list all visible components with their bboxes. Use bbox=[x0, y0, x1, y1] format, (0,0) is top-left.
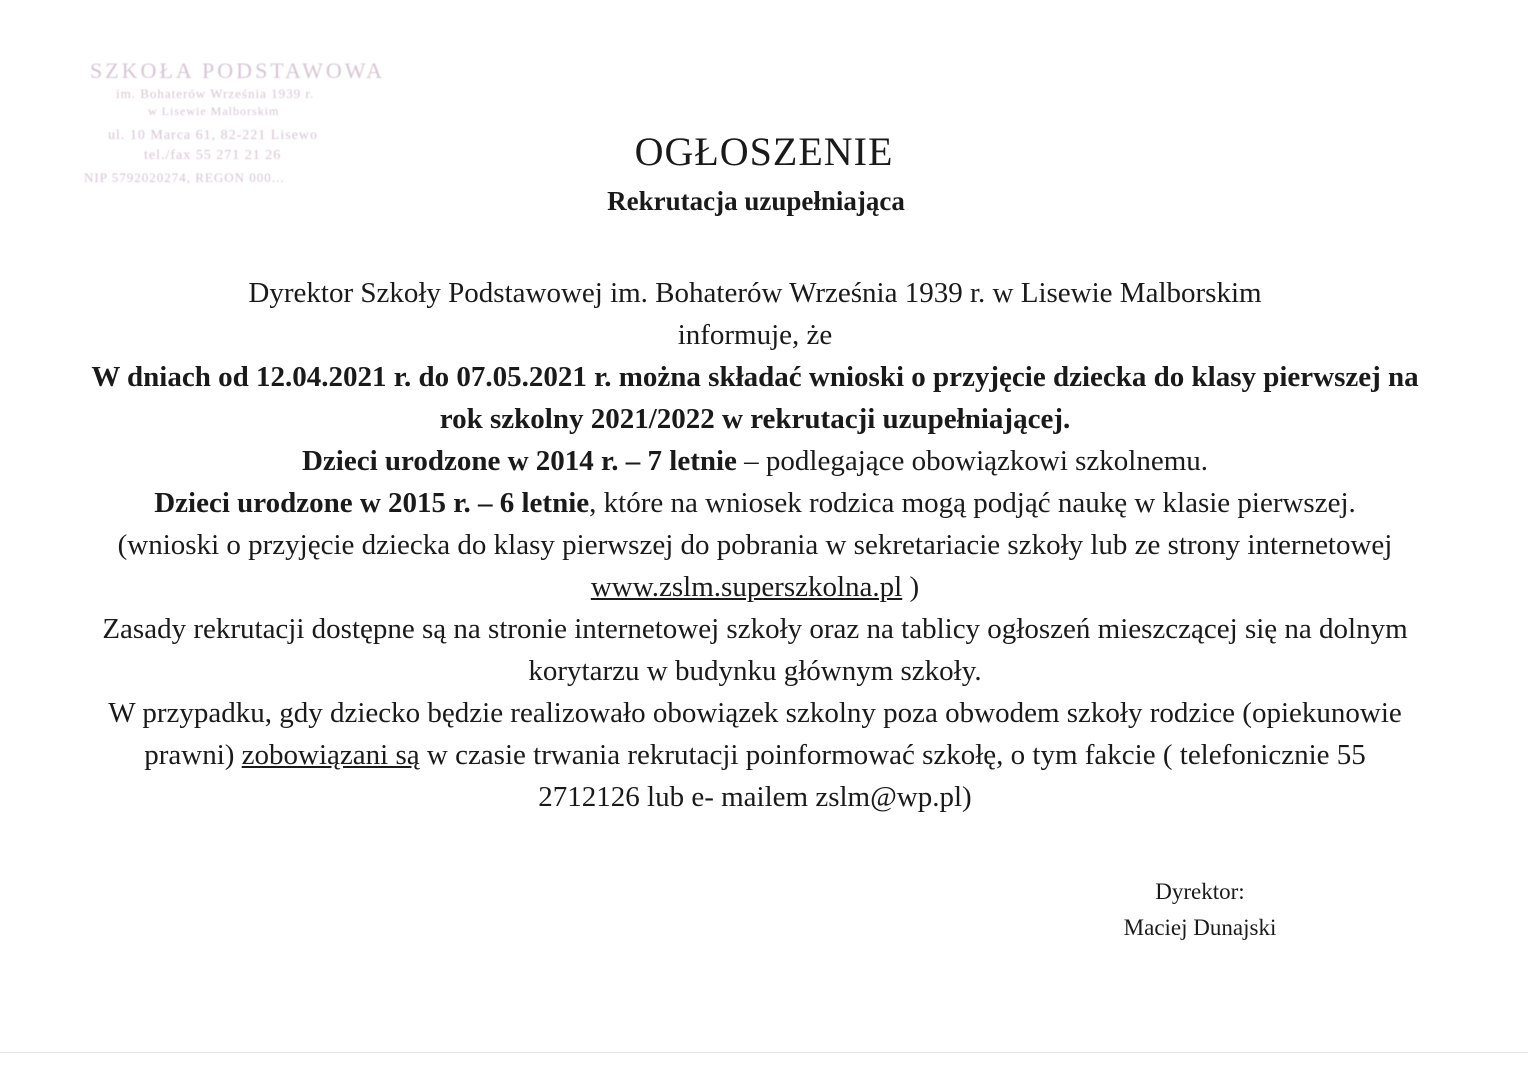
signature-name: Maciej Dunajski bbox=[1123, 915, 1277, 940]
stamp-line: NIP 5792020274, REGON 000... bbox=[84, 170, 285, 185]
announcement-body bbox=[90, 272, 1420, 818]
intro-line: informuje, że bbox=[677, 319, 833, 351]
out-of-district-text: W przypadku, gdy dziecko będzie realizowało obowiązek szkolny poza obwodem szkoły rodzice (opiekunowie prawni) bbox=[108, 697, 1402, 771]
children-2015-bold: Dzieci urodzone w 2015 r. – 6 letnie bbox=[154, 487, 590, 519]
out-of-district-text-end: w czasie trwania rekrutacji poinformować szkołę, o tym fakcie ( telefonicznie 55 2712126 lub e- mailem zslm@wp.pl) bbox=[419, 739, 1366, 813]
scan-edge-divider bbox=[0, 1052, 1528, 1053]
stamp-line: ul. 10 Marca 61, 82-221 Lisewo bbox=[108, 128, 319, 143]
signature-block bbox=[1110, 874, 1290, 946]
intro-line: Dyrektor Szkoły Podstawowej im. Bohaterów Września 1939 r. w Lisewie Malborskim bbox=[248, 277, 1262, 309]
forms-text-end: ) bbox=[902, 571, 920, 603]
announcement-title: OGŁOSZENIE bbox=[634, 129, 894, 174]
out-of-district-paragraph bbox=[90, 692, 1420, 818]
recruitment-rules-paragraph: Zasady rekrutacji dostępne są na stronie internetowej szkoły oraz na tablicy ogłoszeń mieszczącej się na dolnym korytarzu w budynku głównym szkoły. bbox=[102, 613, 1408, 687]
children-2015-rest: , które na wniosek rodzica mogą podjąć naukę w klasie pierwszej. bbox=[589, 487, 1356, 519]
signature-role: Dyrektor: bbox=[1155, 879, 1245, 904]
application-forms-paragraph bbox=[90, 524, 1420, 608]
forms-text: (wnioski o przyjęcie dziecka do klasy pierwszej do pobrania w sekretariacie szkoły lub ze strony internetowej bbox=[117, 529, 1393, 561]
children-2015-paragraph bbox=[90, 482, 1420, 524]
school-website-link[interactable]: www.zslm.superszkolna.pl bbox=[590, 571, 903, 603]
stamp-line: tel./fax 55 271 21 26 bbox=[144, 148, 282, 163]
stamp-line: im. Bohaterów Września 1939 r. bbox=[116, 86, 315, 101]
stamp-line: w Lisewie Malborskim bbox=[148, 104, 280, 118]
recruitment-dates-paragraph: W dniach od 12.04.2021 r. do 07.05.2021 r. można składać wnioski o przyjęcie dziecka do klasy pierwszej na rok szkolny 2021/2022 w rekrutacji uzupełniającej. bbox=[91, 361, 1419, 435]
stamp-line: SZKOŁA PODSTAWOWA bbox=[90, 58, 385, 83]
children-2014-rest: – podlegające obowiązkowi szkolnemu. bbox=[736, 445, 1209, 477]
announcement-subtitle: Rekrutacja uzupełniająca bbox=[607, 186, 905, 216]
obligation-underlined: zobowiązani są bbox=[241, 739, 420, 771]
children-2014-paragraph bbox=[90, 440, 1420, 482]
children-2014-bold: Dzieci urodzone w 2014 r. – 7 letnie bbox=[301, 445, 737, 477]
